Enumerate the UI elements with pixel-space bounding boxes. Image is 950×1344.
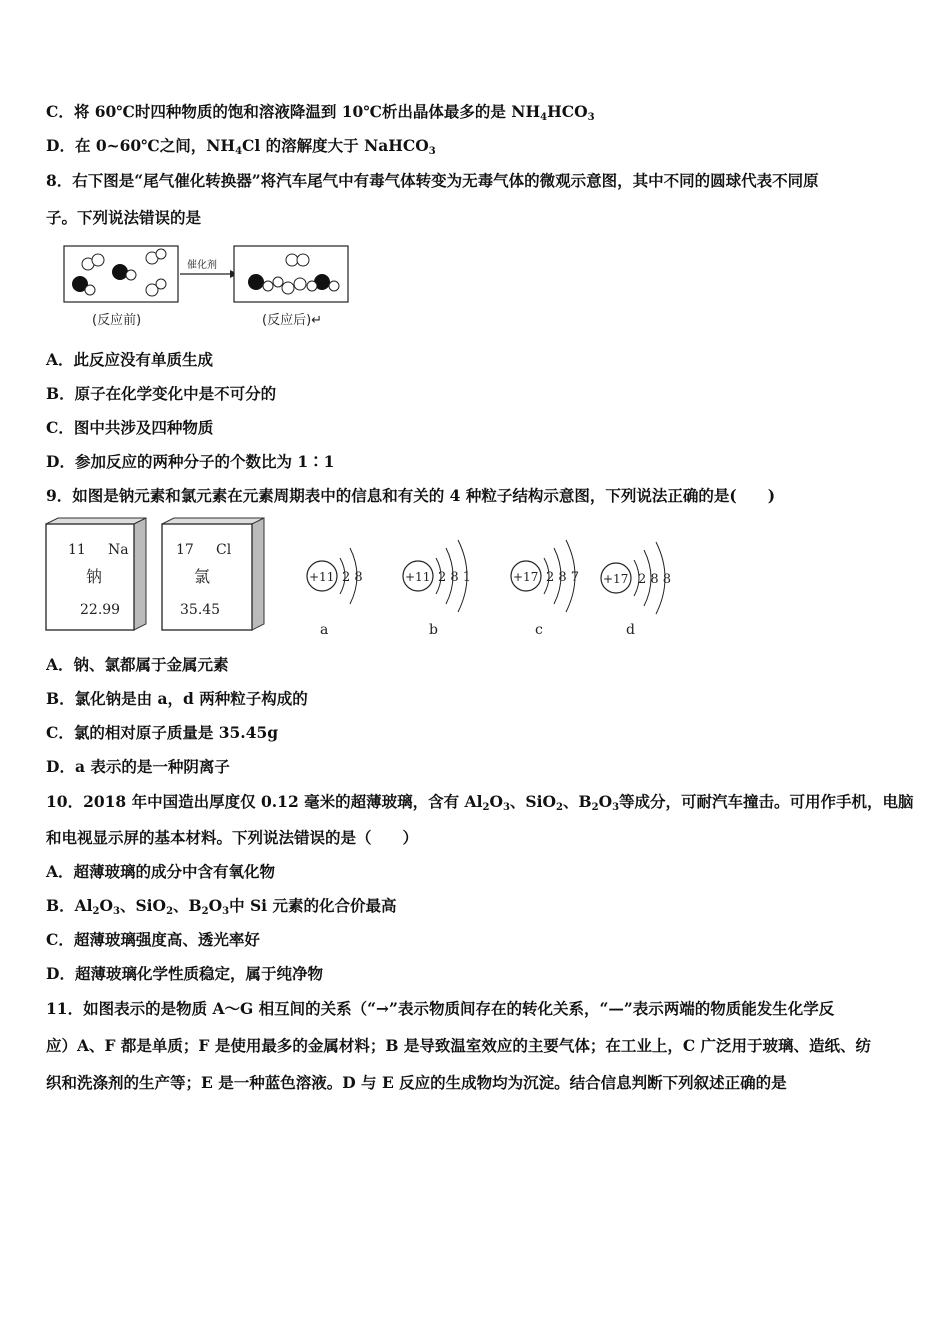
atom-white [297, 254, 309, 266]
q9-option-c: C．氯的相对原子质量是 35.45g [46, 723, 279, 742]
q11-stem-line1: 11．如图表示的是物质 A～G 相互间的关系（“→”表示物质间存在的转化关系，“—”表示两端的物质能发生化学反 [46, 999, 835, 1018]
catalyst-label: 催化剂 [187, 260, 217, 271]
particle-d-shells: 2 8 8 [638, 572, 672, 587]
q9-stem: 9．如图是钠元素和氯元素在元素周期表中的信息和有关的 4 种粒子结构示意图，下列说法正确的是( ) [46, 486, 776, 505]
q8-stem-line2: 子。下列说法错误的是 [46, 208, 202, 227]
after-label: (反应后)↵ [262, 313, 323, 328]
atom-white [85, 285, 95, 295]
cl-mass: 35.45 [180, 602, 221, 618]
q8-option-b: B．原子在化学变化中是不可分的 [46, 384, 277, 403]
particle-c [511, 540, 579, 638]
q10-option-c: C．超薄玻璃强度高、透光率好 [46, 930, 260, 949]
particle-c-label: c [535, 622, 543, 638]
na-number: 11 [68, 542, 86, 558]
q9-option-b: B．氯化钠是由 a，d 两种粒子构成的 [46, 689, 308, 708]
particle-c-shells: 2 8 7 [546, 570, 580, 585]
particle-b-shells: 2 8 1 [438, 570, 472, 585]
q8-option-c: C．图中共涉及四种物质 [46, 418, 214, 437]
particle-c-nucleus: +17 [513, 570, 539, 584]
particle-b-label: b [429, 622, 438, 638]
q8-option-a: A．此反应没有单质生成 [46, 350, 214, 369]
q7-option-c: C．将 60℃时四种物质的饱和溶液降温到 10℃析出晶体最多的是 $NH_4HCO_3$ [46, 102, 595, 123]
before-label: (反应前) [92, 313, 142, 328]
atom-white [282, 282, 294, 294]
element-box-na [46, 518, 146, 630]
cl-number: 17 [176, 542, 194, 558]
element-box-cl [162, 518, 264, 630]
reaction-diagram [60, 240, 360, 332]
q9-option-d: D．a 表示的是一种阴离子 [46, 757, 230, 776]
particle-d [601, 542, 671, 638]
particle-a-shells: 2 8 [342, 570, 363, 585]
atom-white [92, 254, 104, 266]
atom-black [112, 264, 128, 280]
particle-a-nucleus: +11 [309, 570, 335, 584]
q10-stem-line2: 和电视显示屏的基本材料。下列说法错误的是（ ） [46, 828, 419, 847]
q9-option-a: A．钠、氯都属于金属元素 [46, 655, 229, 674]
particle-b [403, 540, 471, 638]
element-figure [40, 516, 700, 642]
q11-stem-line3: 织和洗涤剂的生产等；E 是一种蓝色溶液。D 与 E 反应的生成物均为沉淀。结合信息判断下列叙述正确的是 [46, 1073, 787, 1092]
cl-symbol: Cl [216, 542, 232, 558]
particle-d-label: d [626, 622, 635, 638]
q10-option-d: D．超薄玻璃化学性质稳定，属于纯净物 [46, 964, 323, 983]
q8-option-d: D．参加反应的两种分子的个数比为 1∶1 [46, 452, 335, 471]
particle-b-nucleus: +11 [405, 570, 431, 584]
atom-white [126, 270, 136, 280]
particle-a-label: a [320, 622, 329, 638]
atom-white [307, 281, 317, 291]
q11-stem-line2: 应）A、F 都是单质；F 是使用最多的金属材料；B 是导致温室效应的主要气体；在工业上，C 广泛用于玻璃、造纸、纺 [46, 1036, 872, 1055]
na-name: 钠 [86, 567, 103, 586]
q10-option-a: A．超薄玻璃的成分中含有氧化物 [46, 862, 276, 881]
atom-white [156, 279, 166, 289]
particle-d-nucleus: +17 [603, 572, 629, 586]
atom-white [294, 278, 306, 290]
atom-white [329, 281, 339, 291]
na-symbol: Na [108, 542, 129, 558]
q10-stem-line1: 10．2018 年中国造出厚度仅 0.12 毫米的超薄玻璃，含有 $Al_2O_3$、SiO$_2$、$B_2O_3$等成分，可耐汽车撞击。可用作手机，电脑 [46, 792, 914, 813]
cl-name: 氯 [194, 567, 211, 586]
atom-white [263, 281, 273, 291]
na-mass: 22.99 [80, 602, 121, 618]
q10-option-b: B．$Al_2O_3$、SiO$_2$、$B_2O_3$中 Si 元素的化合价最高 [46, 896, 397, 917]
q8-stem-line1: 8．右下图是“尾气催化转换器”将汽车尾气中有毒气体转变为无毒气体的微观示意图，其中不同的圆球代表不同原 [46, 171, 819, 190]
q7-option-d: D．在 0~60℃之间，$NH_4Cl$ 的溶解度大于 NaHCO$_3$ [46, 136, 436, 157]
atom-black [248, 274, 264, 290]
atom-white [273, 277, 283, 287]
atom-white [156, 249, 166, 259]
atom-white [286, 254, 298, 266]
particle-a [307, 548, 363, 638]
